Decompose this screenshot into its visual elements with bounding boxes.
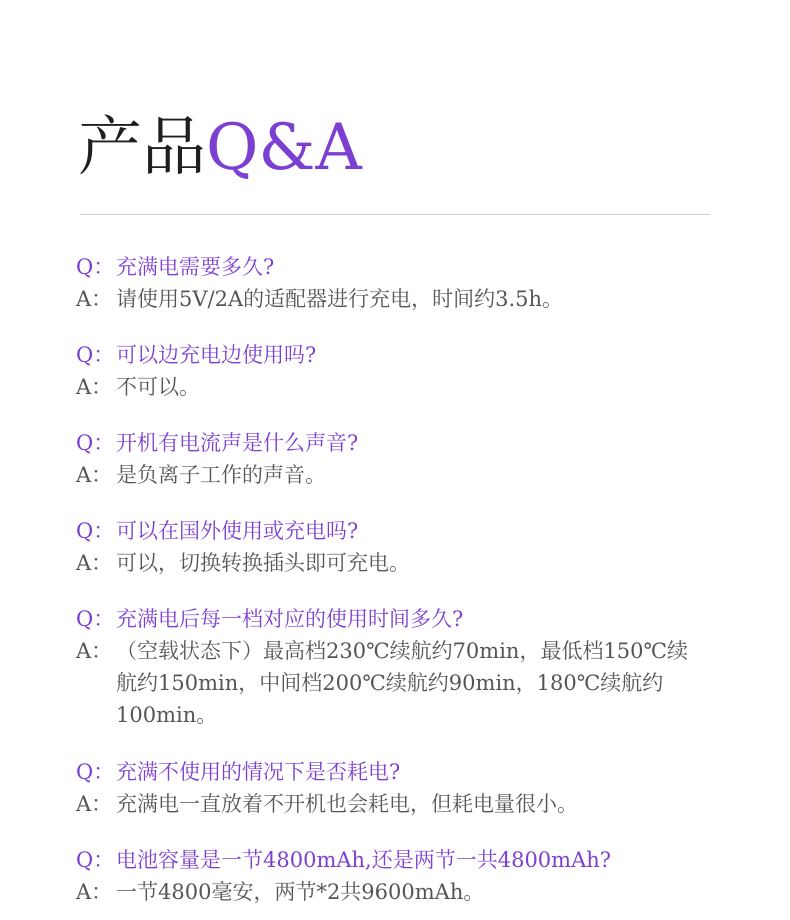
question-prefix: Q： (76, 519, 115, 543)
question (76, 756, 716, 788)
question (76, 844, 716, 876)
answer (76, 635, 716, 731)
answer-text: 可以，切换转换插头即可充电。 (116, 551, 410, 575)
qa-item (76, 756, 716, 820)
qa-item (76, 844, 716, 908)
answer-prefix: A： (76, 551, 113, 575)
question-prefix: Q： (76, 760, 115, 784)
answer-prefix: A： (76, 463, 113, 487)
question-text: 充满电需要多久? (116, 255, 275, 279)
answer-prefix: A： (76, 880, 113, 904)
qa-item (76, 427, 716, 491)
question (76, 427, 716, 459)
answer-text: 不可以。 (116, 375, 200, 399)
answer (76, 876, 716, 908)
title-divider (80, 214, 710, 215)
answer-text: 充满电一直放着不开机也会耗电，但耗电量很小。 (116, 792, 578, 816)
answer-text: 请使用5V/2A的适配器进行充电，时间约3.5h。 (116, 287, 564, 311)
answer (76, 283, 716, 315)
answer-prefix: A： (76, 287, 113, 311)
answer (76, 788, 716, 820)
question-text: 充满不使用的情况下是否耗电? (116, 760, 401, 784)
question (76, 603, 716, 635)
qa-item (76, 603, 716, 731)
question-text: 开机有电流声是什么声音? (116, 431, 359, 455)
answer-prefix: A： (76, 792, 113, 816)
question-text: 充满电后每一档对应的使用时间多久? (116, 607, 464, 631)
answer (76, 547, 716, 579)
qa-item (76, 251, 716, 315)
answer-prefix: A： (76, 639, 113, 663)
page-title-cn: 产品 (78, 111, 206, 185)
answer (76, 459, 716, 491)
question-prefix: Q： (76, 848, 115, 872)
question-text: 可以在国外使用或充电吗? (116, 519, 359, 543)
answer-text: （空载状态下）最高档230℃续航约70min，最低档150℃续航约150min，中间档200℃续航约90min，180℃续航约100min。 (116, 639, 689, 727)
page-title (78, 108, 362, 188)
answer (76, 371, 716, 403)
answer-text: 一节4800毫安，两节*2共9600mAh。 (116, 880, 485, 904)
question (76, 251, 716, 283)
answer-prefix: A： (76, 375, 113, 399)
page-title-en: Q&A (206, 111, 362, 185)
question (76, 339, 716, 371)
question-prefix: Q： (76, 607, 115, 631)
question-text: 电池容量是一节4800mAh,还是两节一共4800mAh? (116, 848, 612, 872)
qa-item (76, 515, 716, 579)
question-prefix: Q： (76, 255, 115, 279)
qa-item (76, 339, 716, 403)
qa-list (76, 251, 716, 908)
question-prefix: Q： (76, 343, 115, 367)
question (76, 515, 716, 547)
question-text: 可以边充电边使用吗? (116, 343, 317, 367)
answer-text: 是负离子工作的声音。 (116, 463, 326, 487)
question-prefix: Q： (76, 431, 115, 455)
